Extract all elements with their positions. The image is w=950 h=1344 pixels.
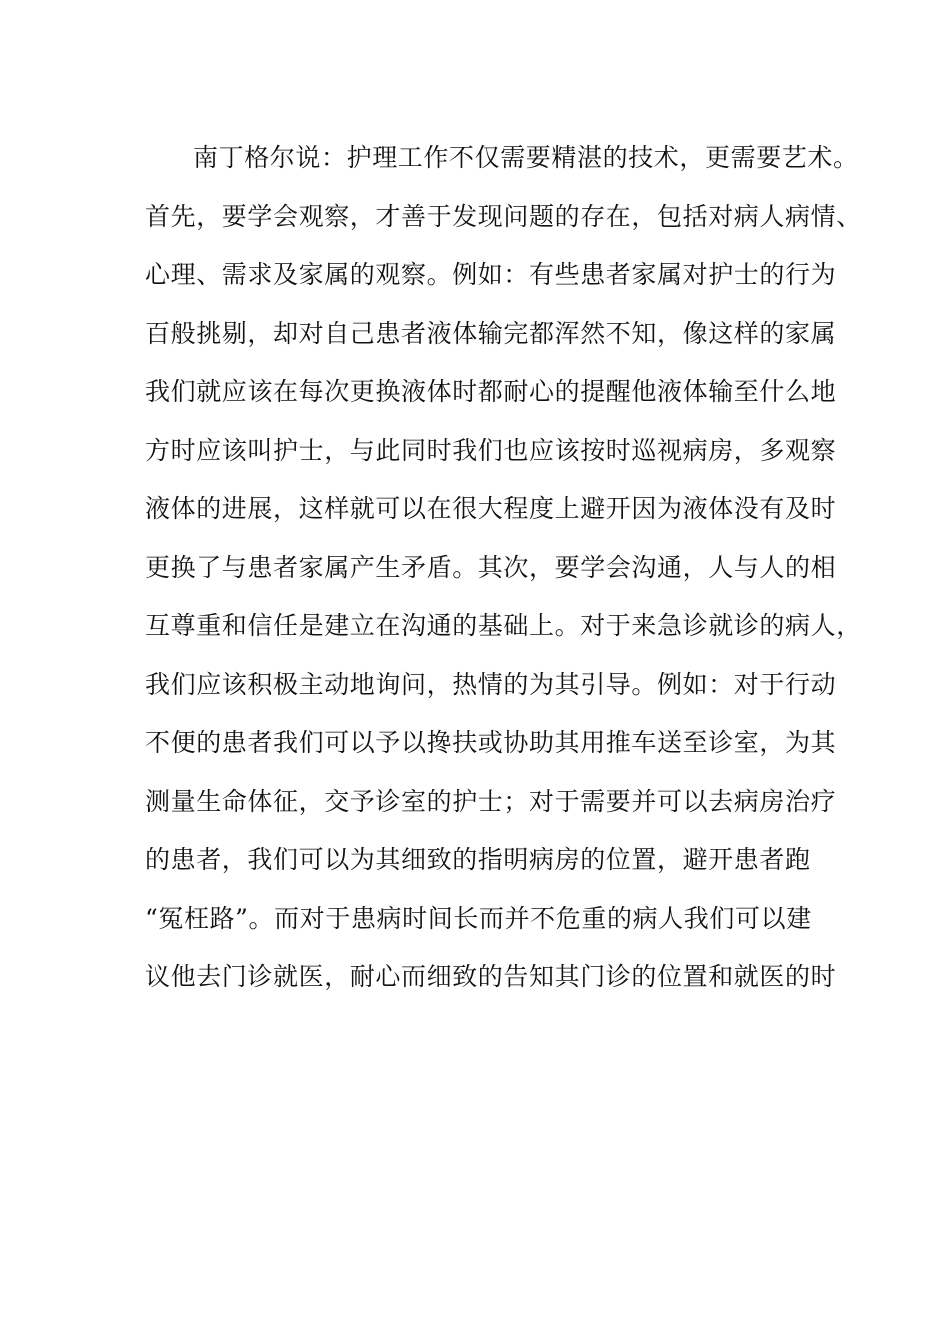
text-line-4: 百般挑剔，却对自己患者液体输完都浑然不知，像这样的家属: [145, 318, 837, 348]
text-line-5: 我们就应该在每次更换液体时都耐心的提醒他液体输至什么地: [145, 377, 837, 406]
text-line-11: 不便的患者我们可以予以搀扶或协助其用推车送至诊室，为其: [145, 728, 837, 757]
text-line-7: 液体的进展，这样就可以在很大程度上避开因为液体没有及时: [145, 494, 837, 523]
text-line-15: 议他去门诊就医，耐心而细致的告知其门诊的位置和就医的时: [145, 962, 837, 991]
text-line-10: 我们应该积极主动地询问，热情的为其引导。例如：对于行动: [145, 669, 837, 699]
text-line-2: 首先，要学会观察，才善于发现问题的存在，包括对病人病情、: [145, 201, 862, 231]
text-line-9: 互尊重和信任是建立在沟通的基础上。对于来急诊就诊的病人，: [145, 611, 862, 640]
text-line-13: 的患者，我们可以为其细致的指明病房的位置，避开患者跑: [145, 845, 811, 874]
text-line-3: 心理、需求及家属的观察。例如：有些患者家属对护士的行为: [145, 260, 837, 289]
body-paragraph: [145, 129, 862, 1007]
text-line-12: 测量生命体征，交予诊室的护士；对于需要并可以去病房治疗: [145, 786, 837, 816]
text-line-6: 方时应该叫护士，与此同时我们也应该按时巡视病房，多观察: [145, 435, 837, 465]
text-line-14: “冤枉路”。而对于患病时间长而并不危重的病人我们可以建: [145, 903, 812, 933]
text-line-1: 南丁格尔说：护理工作不仅需要精湛的技术，更需要艺术。: [193, 143, 859, 172]
text-line-8: 更换了与患者家属产生矛盾。其次，要学会沟通，人与人的相: [145, 552, 837, 582]
